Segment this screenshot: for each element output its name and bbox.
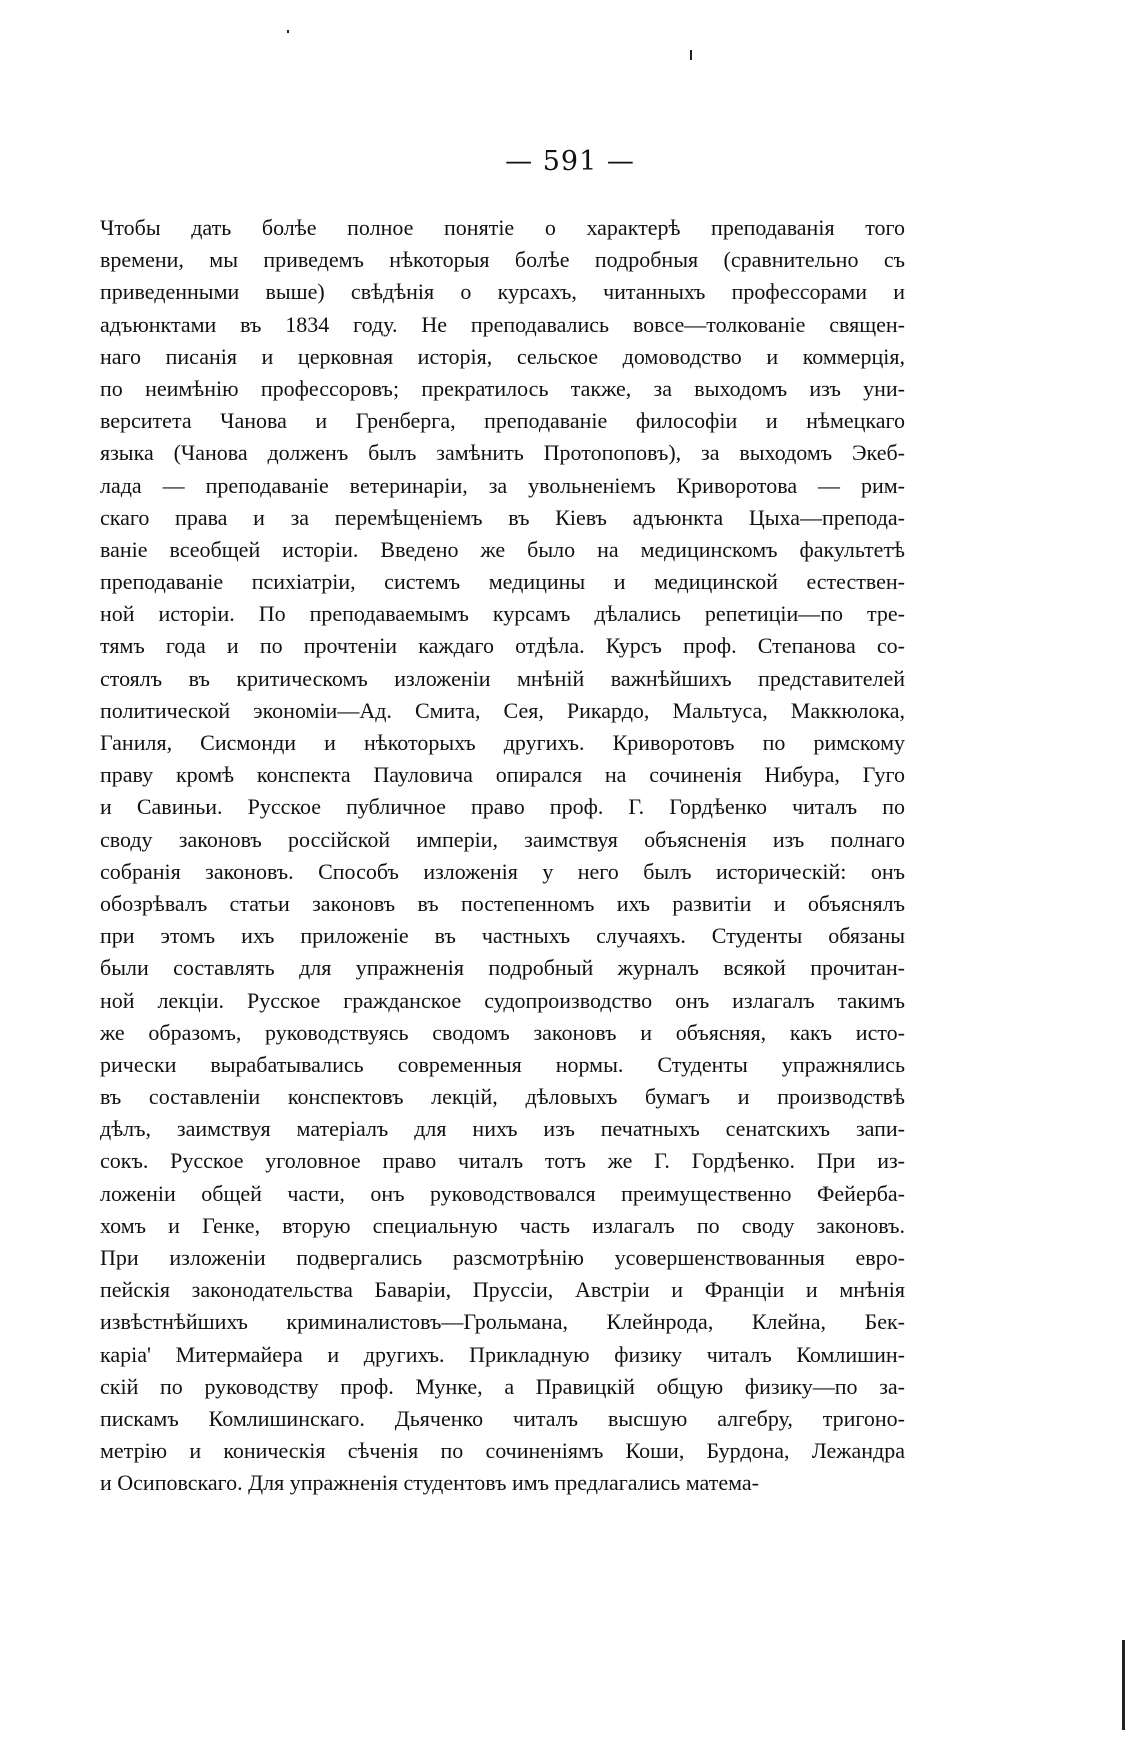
text-line: При изложеніи подвергались разсмотрѣнію усовершенствованныя евро- [100,1245,905,1270]
text-line: преподаваніе психіатріи, системъ медицины и медицинской естествен- [100,569,905,595]
text-line: лада — преподаваніе ветеринаріи, за увольненіемъ Криворотова — рим- [100,472,905,498]
text-line: сокъ. Русское уголовное право читалъ тотъ же Г. Гордѣенко. При из- [100,1148,905,1174]
scan-mark [287,30,289,33]
text-line: языка (Чанова долженъ былъ замѣнить Протопоповъ), за выходомъ Экеб- [100,440,905,466]
scan-mark [690,50,692,60]
text-line: своду законовъ россійской имперіи, заимствуя объясненія изъ полнаго [100,826,905,852]
text-line: скаго права и за перемѣщеніемъ въ Кіевъ адъюнкта Цыха—преподa- [100,504,905,530]
text-line: адъюнктами въ 1834 году. Не преподавались вовсе—толкованіе священ- [100,311,905,337]
text-line: Ганиля, Сисмонди и нѣкоторыхъ другихъ. Криворотовъ по римскому [100,730,905,755]
text-line: скій по руководству проф. Мунке, а Правицкій общую физику—по за- [100,1373,905,1399]
text-line: были составлять для упражненія подробный журналъ всякой прочитан- [100,955,905,981]
text-line: ваніе всеобщей исторіи. Введено же было на медицинскомъ факультетѣ [100,536,905,562]
text-line: собранія законовъ. Способъ изложенія у него былъ историческій: онъ [100,858,905,884]
text-line: политической экономіи—Ад. Смита, Сея, Рикардо, Мальтуса, Маккюлока, [100,697,905,723]
body-text [100,212,905,1500]
text-line: ной лекціи. Русское гражданское судопроизводство онъ излагалъ такимъ [100,987,905,1013]
text-line: при этомъ ихъ приложеніе въ частныхъ случаяхъ. Студенты обязаны [100,923,905,949]
text-line: Чтобы дать болѣе полное понятіе о характерѣ преподаванія того [100,215,905,240]
text-line: обозрѣвалъ статьи законовъ въ постепенномъ ихъ развитіи и объяснялъ [100,890,905,916]
text-line: ложеніи общей части, онъ руководствовался преимущественно Фейерба- [100,1180,905,1206]
text-line: пейскія законодательства Баваріи, Пруссіи, Австріи и Франціи и мнѣнія [100,1277,905,1303]
text-line: метрію и коническія сѣченія по сочиненіямъ Коши, Бурдона, Лежандра [100,1438,905,1464]
text-line: каріа' Митермайера и другихъ. Прикладную физику читалъ Комлишин- [100,1341,905,1367]
text-line: верситета Чанова и Гренберга, преподаваніе философіи и нѣмецкаго [100,408,905,434]
text-line: по неимѣнію профессоровъ; прекратилось также, за выходомъ изъ уни- [100,375,905,401]
text-line: стоялъ въ критическомъ изложеніи мнѣній важнѣйшихъ представителей [100,665,905,691]
text-line: времени, мы приведемъ нѣкоторыя болѣе подробныя (сравнительно съ [100,247,905,273]
text-line: праву кромѣ конспекта Пауловича опирался на сочиненія Нибура, Гуго [100,762,905,788]
text-line: хомъ и Генке, вторую специальную часть излагалъ по своду законовъ. [100,1212,905,1238]
text-line: пискамъ Комлишинскаго. Дьяченко читалъ высшую алгебру, тригоно- [100,1405,905,1431]
text-line: приведенными выше) свѣдѣнія о курсахъ, читанныхъ профессорами и [100,279,905,305]
scan-mark [1122,1640,1125,1730]
text-line: дѣлъ, заимствуя матеріалъ для нихъ изъ печатныхъ сенатскихъ запи- [100,1116,905,1142]
text-line: тямъ года и по прочтеніи каждаго отдѣла. Курсъ проф. Степанова со- [100,633,905,659]
text-line: же образомъ, руководствуясь сводомъ законовъ и объясняя, какъ исто- [100,1019,905,1045]
text-line: и Осиповскаго. Для упражненія студентовъ имъ предлагались матема- [100,1470,759,1496]
text-line: ной исторіи. По преподаваемымъ курсамъ дѣлались репетиціи—по тре- [100,601,905,627]
text-line: рически вырабатывались современныя нормы. Студенты упражнялись [100,1051,905,1077]
text-line: извѣстнѣйшихъ криминалистовъ—Грольмана, Клейнрода, Клейна, Бек- [100,1309,905,1335]
text-line: наго писанія и церковная исторія, сельское домоводство и коммерція, [100,343,905,369]
text-line: въ составленіи конспектовъ лекцій, дѣловыхъ бумагъ и производствѣ [100,1084,905,1110]
page-number: — 591 — [505,146,635,177]
text-line: и Савиньи. Русское публичное право проф. Г. Гордѣенко читалъ по [100,794,905,820]
